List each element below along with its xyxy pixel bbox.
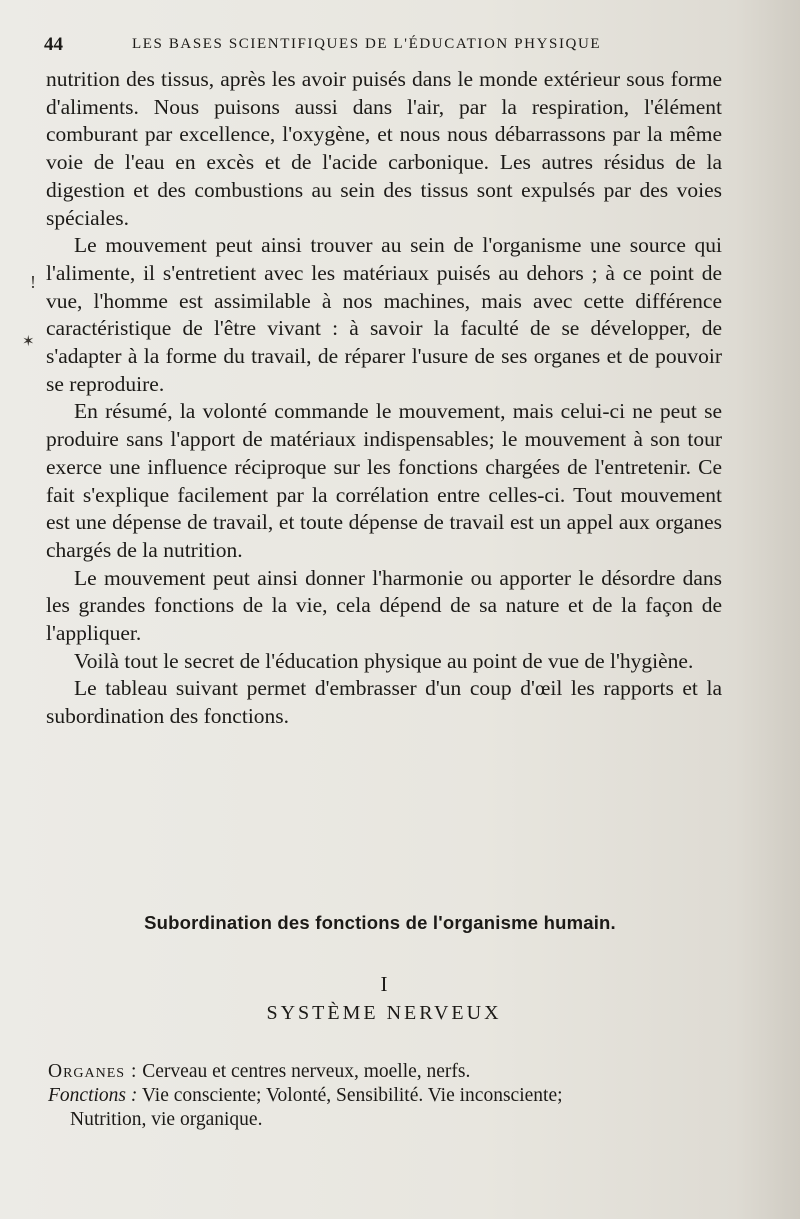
body-text: [46, 66, 722, 731]
section-title: SYSTÈME NERVEUX: [266, 1002, 502, 1024]
section-numeral: I: [380, 972, 388, 996]
fonctions-continuation: Nutrition, vie organique.: [70, 1108, 263, 1130]
paragraph: Le mouvement peut ainsi trouver au sein de l'organisme une source qui l'alimente, il s'entretient avec les matériaux puisés au dehors ; à ce point de vue, l'homme est assimilable à nos machines, mais avec cette différence caractéristique de l'être vivant : à savoir la faculté de se développer, de s'adapter à la forme du travail, de réparer l'usure de ses organes et de pouvoir se reproduire.: [46, 233, 722, 396]
organes-line: [48, 1060, 728, 1084]
table-caption: Subordination des fonctions de l'organisme humain.: [144, 912, 616, 933]
paragraph: Le mouvement peut ainsi donner l'harmonie ou apporter le désordre dans les grandes fonctions de la vie, cela dépend de sa nature et de la façon de l'appliquer.: [46, 565, 722, 646]
margin-mark-icon: ǃ: [30, 272, 36, 292]
margin-asterisk-icon: ✶: [22, 334, 35, 350]
fonctions-text: Vie consciente; Volonté, Sensibilité. Vie inconsciente;: [141, 1085, 563, 1106]
paragraph: En résumé, la volonté commande le mouvement, mais celui-ci ne peut se produire sans l'apport de matériaux indispensables; le mouvement à son tour exerce une influence réciproque sur les fonctions chargées de l'entretenir. Ce fait s'explique facilement par la corrélation entre celles-ci. Tout mouvement est une dépense de travail, et toute dépense de travail est un appel aux organes chargés de la nutrition.: [46, 399, 722, 562]
fonctions-line: [48, 1084, 728, 1131]
paragraph: nutrition des tissus, après les avoir puisés dans le monde extérieur sous forme d'aliments. Nous puisons aussi dans l'air, par la respiration, l'élément comburant par excellence, l'oxygène, et nous nous débarrassons par la même voie de l'eau en excès et de l'acide carbonique. Les autres résidus de la digestion et des combustions au sein des tissus sont expulsés par des voies spéciales.: [46, 67, 722, 230]
organes-text: Cerveau et centres nerveux, moelle, nerfs.: [142, 1061, 471, 1082]
running-title: LES BASES SCIENTIFIQUES DE L'ÉDUCATION PHYSIQUE: [132, 36, 602, 52]
paragraph: Le tableau suivant permet d'embrasser d'un coup d'œil les rapports et la subordination des fonctions.: [46, 676, 722, 729]
running-header: [44, 30, 740, 60]
page-number: 44: [44, 34, 63, 55]
organes-label: Organes :: [48, 1061, 138, 1082]
fonctions-label: Fonctions :: [48, 1085, 138, 1106]
paragraph: Voilà tout le secret de l'éducation physique au point de vue de l'hygiène.: [74, 648, 694, 673]
